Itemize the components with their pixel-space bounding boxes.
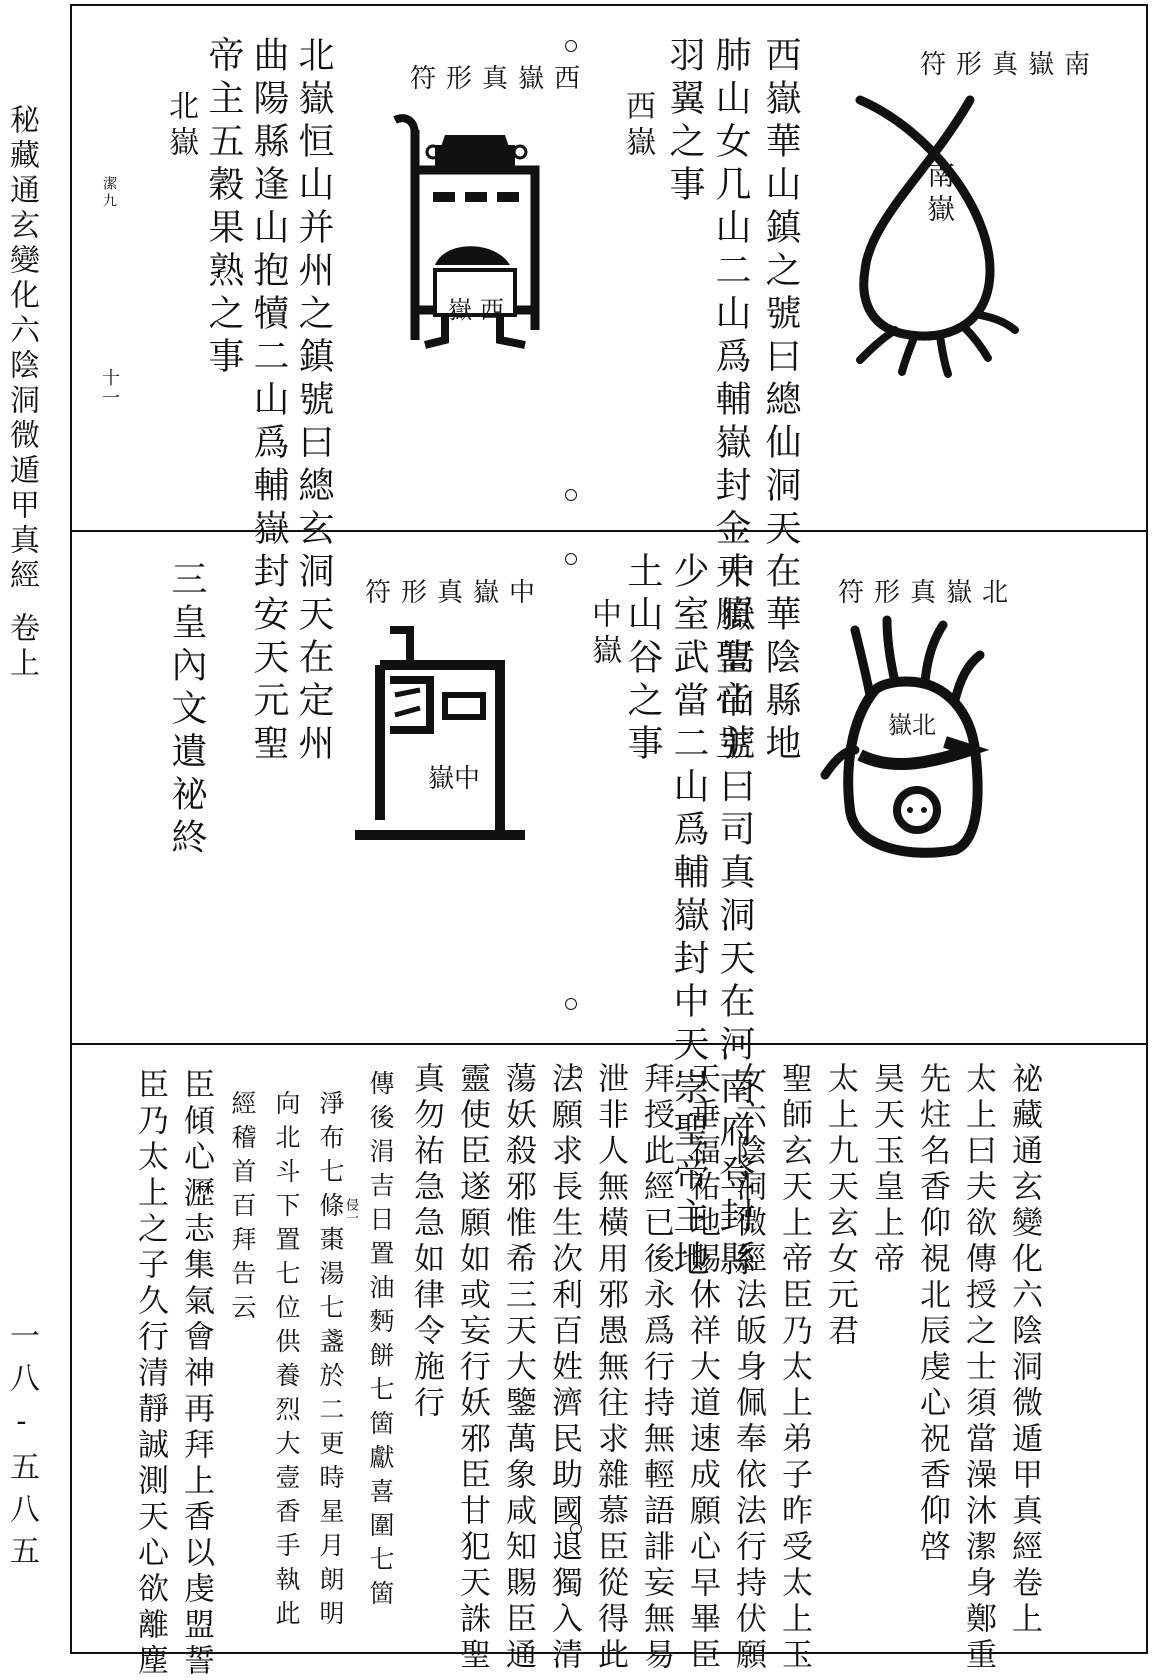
north-talisman-title: 北嶽真形符 <box>838 578 1019 608</box>
scripture-line-4: 昊天玉皇上帝 <box>868 1062 904 1278</box>
small-mark: 潔九 <box>101 176 117 210</box>
west-mountain-talisman <box>385 110 555 370</box>
scripture-line-2: 太上曰夫欲傳授之士須當澡沐潔身鄭重 <box>960 1062 996 1674</box>
folio-number: 十一 <box>99 368 120 408</box>
binding-hole <box>565 553 577 565</box>
west-text-line-3: 羽翼之事 <box>664 36 705 208</box>
scripture-line-7: 女六陰洞微經法皈身佩奉依法行持伏願 <box>730 1062 766 1674</box>
scripture-line-15: 傳後涓吉日置油麪餅七箇獻喜圍七箇 <box>366 1070 395 1614</box>
panel-divider-1 <box>70 530 1148 532</box>
west-talisman-glyph-y: 嶽 <box>448 296 472 324</box>
scripture-line-17: 向北斗下置七位供養烈大壹香手執此 <box>272 1090 301 1634</box>
south-talisman-title: 南嶽真形符 <box>920 50 1101 80</box>
binding-hole <box>565 998 577 1010</box>
scripture-line-5: 太上九天玄女元君 <box>822 1062 858 1350</box>
central-label: 中嶽 <box>586 598 621 670</box>
scripture-line-18: 經稽首百拜告云 <box>228 1090 257 1328</box>
volume-label: 卷上 <box>4 612 39 682</box>
scripture-line-14: 真勿祐急急如律令施行 <box>408 1062 444 1422</box>
south-talisman-glyph: 南嶽 <box>923 160 956 228</box>
west-text-line-2: 肺山女几山二山爲輔嶽封金天順聖帝主 <box>710 36 751 767</box>
scripture-line-10: 泄非人無橫用邪愚無往求雜慕臣從得此 <box>592 1062 628 1674</box>
scripture-line-1: 祕藏通玄變化六陰洞微遁甲真經卷上 <box>1006 1062 1042 1638</box>
note-mid: 侵一 <box>343 1198 358 1224</box>
scripture-line-9: 拜授此經已後永爲行持無輕語誹妄無易 <box>638 1062 674 1674</box>
central-text-line-2: 少室武當二山爲輔嶽封中天崇聖帝主地 <box>668 552 709 1283</box>
north-text-line-2: 曲陽縣逢山抱犢二山爲輔嶽封安天元聖 <box>248 36 289 767</box>
scripture-line-13: 靈使臣遂願如或妄行妖邪臣甘犯天誅聖 <box>454 1062 490 1674</box>
west-text-line-1: 西嶽華山鎮之號曰總仙洞天在華陰縣地 <box>760 36 801 767</box>
south-mountain-talisman <box>840 90 1040 390</box>
north-label: 北嶽 <box>163 90 198 162</box>
scripture-line-12: 蕩妖殺邪惟希三天大鑒萬象咸知賜臣通 <box>500 1062 536 1674</box>
page-number: 一八-五八五 <box>4 1320 39 1577</box>
west-label: 西嶽 <box>620 90 655 162</box>
central-text-line-3: 土山谷之事 <box>622 552 663 767</box>
binding-hole <box>565 489 577 501</box>
central-talisman-glyph: 中嶽 <box>427 764 480 794</box>
closing-colophon: 三皇內文遺祕終 <box>166 560 207 861</box>
central-mountain-talisman <box>350 620 530 840</box>
west-talisman-glyph-w: 西 <box>480 296 504 324</box>
scripture-line-20: 臣乃太上之子久行清靜誠測天心欲離塵 <box>132 1068 168 1680</box>
scripture-line-3: 先炷名香仰視北辰虔心祝香仰啓 <box>914 1062 950 1566</box>
west-talisman-title: 西嶽真形符 <box>410 64 591 94</box>
scripture-line-11: 法願求長生次利百姓濟民助國退獨入清 <box>546 1062 582 1674</box>
central-text-line-1: 中嶽嵩山號曰司真洞天在河南府登封縣 <box>714 552 755 1283</box>
north-text-line-1: 北嶽恒山并州之鎮號曰總玄洞天在定州 <box>293 36 334 767</box>
north-talisman-glyph: 北嶽 <box>888 711 936 739</box>
central-talisman-title: 中嶽真形符 <box>365 578 546 608</box>
scripture-line-8: 天垂福祐地賜休祥大道速成願心早畢臣 <box>684 1062 720 1674</box>
scripture-line-6: 聖師玄天上帝臣乃太上弟子昨受太上玉 <box>776 1062 812 1674</box>
scripture-line-19: 臣傾心瀝志集氣會神再拜上香以虔盟誓 <box>178 1068 214 1680</box>
scripture-line-16: 淨布七條棗湯七盞於二更時星月朗明 <box>316 1090 345 1634</box>
north-text-line-3: 帝主五穀果熟之事 <box>203 36 244 380</box>
panel-divider-2 <box>70 1043 1148 1045</box>
binding-hole <box>565 40 577 52</box>
book-title: 秘藏通玄變化六陰洞微遁甲真經 <box>4 104 39 594</box>
